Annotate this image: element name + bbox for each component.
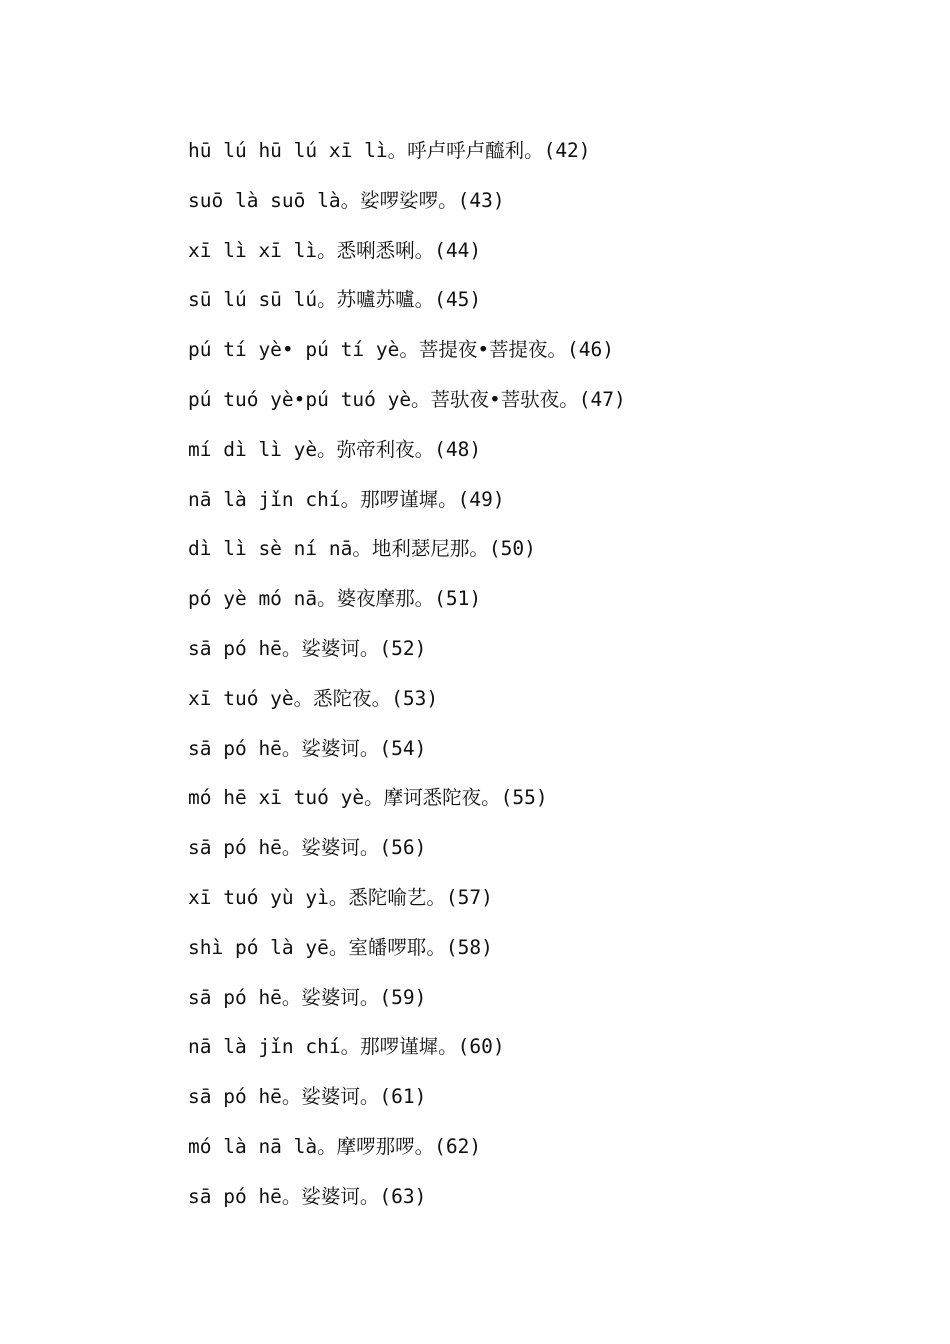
mantra-line-49: nā là jǐn chí。那啰谨墀。(49)	[188, 487, 505, 511]
mantra-line-54: sā pó hē。娑婆诃。(54)	[188, 736, 427, 760]
mantra-line-44: xī lì xī lì。悉唎悉唎。(44)	[188, 238, 482, 262]
mantra-line-55: mó hē xī tuó yè。摩诃悉陀夜。(55)	[188, 786, 548, 810]
mantra-line-50: dì lì sè ní nā。地利瑟尼那。(50)	[188, 537, 536, 561]
mantra-line-58: shì pó là yē。室皤啰耶。(58)	[188, 935, 493, 959]
mantra-line-59: sā pó hē。娑婆诃。(59)	[188, 985, 427, 1009]
mantra-line-46: pú tí yè• pú tí yè。菩提夜•菩提夜。(46)	[188, 338, 615, 362]
mantra-line-53: xī tuó yè。悉陀夜。(53)	[188, 686, 439, 710]
mantra-line-61: sā pó hē。娑婆诃。(61)	[188, 1085, 427, 1109]
mantra-line-57: xī tuó yù yì。悉陀喻艺。(57)	[188, 885, 493, 909]
mantra-line-42: hū lú hū lú xī lì。呼卢呼卢醯利。(42)	[188, 139, 591, 162]
mantra-line-48: mí dì lì yè。弥帝利夜。(48)	[188, 437, 482, 461]
mantra-line-43: suō là suō là。娑啰娑啰。(43)	[188, 188, 505, 212]
mantra-line-51: pó yè mó nā。婆夜摩那。(51)	[188, 587, 482, 611]
mantra-lines	[188, 134, 888, 1230]
mantra-line-60: nā là jǐn chí。那啰谨墀。(60)	[188, 1035, 505, 1059]
mantra-line-62: mó là nā là。摩啰那啰。(62)	[188, 1134, 482, 1158]
mantra-line-45: sū lú sū lú。苏嚧苏嚧。(45)	[188, 288, 482, 312]
mantra-line-56: sā pó hē。娑婆诃。(56)	[188, 836, 427, 860]
mantra-line-63: sā pó hē。娑婆诃。(63)	[188, 1184, 427, 1208]
mantra-line-52: sā pó hē。娑婆诃。(52)	[188, 636, 427, 660]
mantra-line-47: pú tuó yè•pú tuó yè。菩驮夜•菩驮夜。(47)	[188, 387, 626, 411]
